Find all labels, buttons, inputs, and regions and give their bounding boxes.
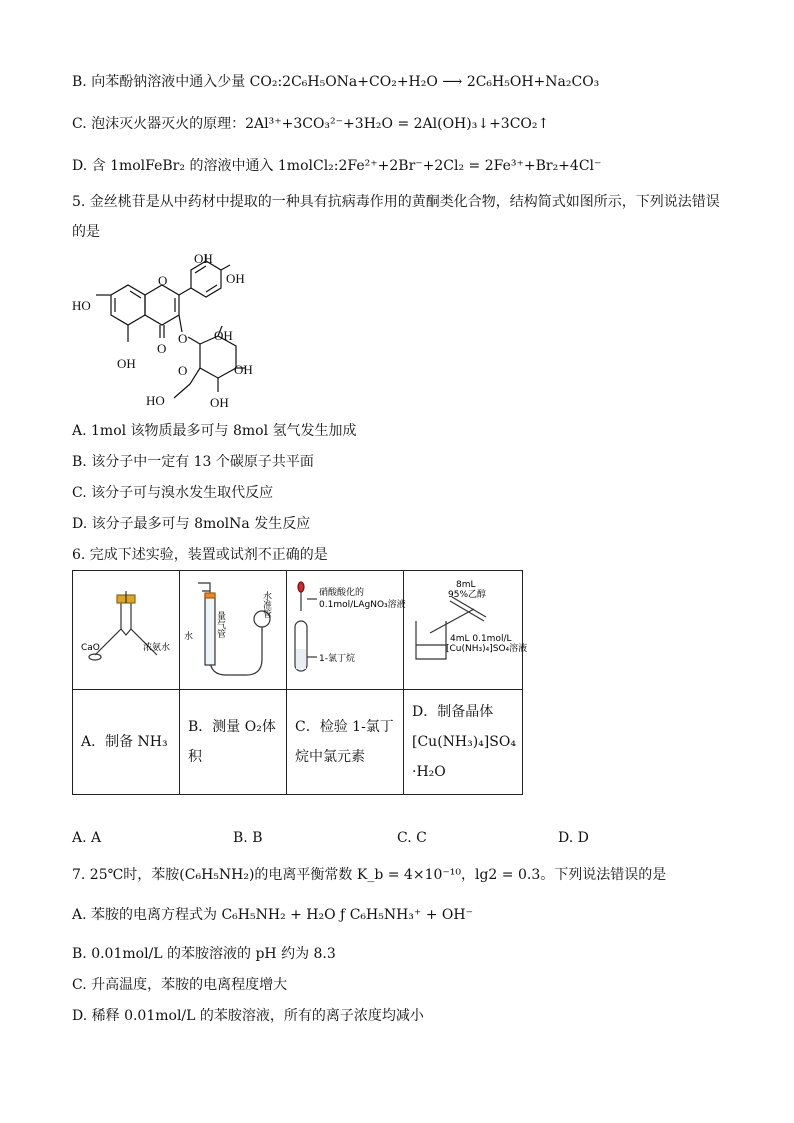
label-d-bottom1: 4mL 0.1mol/L [450,634,512,644]
q5-option-d: D. 该分子最多可与 8molNa 发生反应 [72,516,311,532]
q6-stem: 6. 完成下述实验，装置或试剂不正确的是 [72,547,328,563]
option-d-line: D. 含 1molFeBr₂ 的溶液中通入 1molCl₂:2Fe²⁺+2Br⁻+2Cl₂ = 2Fe³⁺+Br₂+4Cl⁻ [72,158,602,174]
figure-a-apparatus [73,571,179,685]
label-ammonia: 浓氨水 [143,643,171,653]
figure-a-cell [73,571,180,690]
label-d-top1: 8mL [456,580,476,590]
label-cao: CaO [81,643,100,653]
label-oh-top1: OH [194,251,213,266]
label-c-sample: 1-氯丁烷 [319,654,355,664]
label-d-bottom2: [Cu(NH₃)₄]SO₄溶液 [446,644,528,654]
q6-answer-b: B. B [233,830,263,846]
option-b-line: B. 向苯酚钠溶液中通入少量 CO₂:2C₆H₅ONa+CO₂+H₂O ⟶ 2C₆H₅OH+Na₂CO₃ [72,74,600,90]
figure-b-cell [180,571,287,690]
q7-option-c: C. 升高温度，苯胺的电离程度增大 [72,977,288,993]
figure-d-apparatus [404,571,528,685]
label-ho-left: HO [72,298,91,313]
q5-option-c: C. 该分子可与溴水发生取代反应 [72,485,274,501]
cell-b: B．测量 O₂体 积 [180,690,287,795]
label-sugar-oh3: OH [210,395,229,410]
figure-b-apparatus [180,571,286,685]
label-ether-o: O [178,331,188,346]
label-carbonyl-o: O [157,341,167,356]
q6-answer-a: A. A [72,830,102,846]
q5-stem-line1: 5. 金丝桃苷是从中药材中提取的一种具有抗病毒作用的黄酮类化合物，结构简式如图所示，下列说法错误 [72,194,720,210]
molecule-structure [66,250,276,412]
label-sugar-ring-o: O [178,363,188,378]
label-sugar-oh1: OH [214,328,233,343]
q5-stem-line2: 的是 [72,224,100,240]
cell-c: C．检验 1-氯丁 烷中氯元素 [287,690,404,795]
q6-answer-d: D. D [558,830,589,846]
q6-answer-c: C. C [397,830,427,846]
label-c-reagent2: 0.1mol/LAgNO₃溶液 [319,600,406,610]
label-oh-bottom: OH [117,356,136,371]
q7-option-b: B. 0.01mol/L 的苯胺溶液的 pH 约为 8.3 [72,946,336,962]
q5-option-b: B. 该分子中一定有 13 个碳原子共平面 [72,454,314,470]
q5-option-a: A. 1mol 该物质最多可与 8mol 氢气发生加成 [72,423,357,439]
figure-d-cell [404,571,528,690]
q7-option-a: A. 苯胺的电离方程式为 C₆H₅NH₂ + H₂O ƒ C₆H₅NH₃⁺ + OH⁻ [72,907,474,923]
cell-a: A．制备 NH₃ [73,690,180,795]
figure-c-apparatus [287,571,406,685]
q7-stem: 7. 25℃时，苯胺(C₆H₅NH₂)的电离平衡常数 K_b = 4×10⁻¹⁰，lg2 = 0.3。下列说法错误的是 [72,867,667,883]
cell-d: D．制备晶体 [Cu(NH₃)₄]SO₄ ·H₂O [404,690,523,795]
label-b-water: 水 [184,632,194,642]
figure-c-cell [287,571,404,690]
label-ch2oh: HO [146,393,165,408]
label-sugar-oh2: OH [234,362,253,377]
label-b-level: 水准管 [261,591,271,618]
label-b-tube: 量气管 [215,611,225,638]
q7-option-d: D. 稀释 0.01mol/L 的苯胺溶液，所有的离子浓度均减小 [72,1008,424,1024]
label-oh-top2: OH [226,271,245,286]
label-ring-o: O [158,273,168,288]
experiment-table [72,570,528,795]
label-d-top2: 95%乙醇 [448,590,487,600]
option-c-line: C. 泡沫灭火器灭火的原理：2Al³⁺+3CO₃²⁻+3H₂O = 2Al(OH)₃↓+3CO₂↑ [72,116,550,132]
label-c-reagent1: 硝酸酸化的 [319,588,365,598]
